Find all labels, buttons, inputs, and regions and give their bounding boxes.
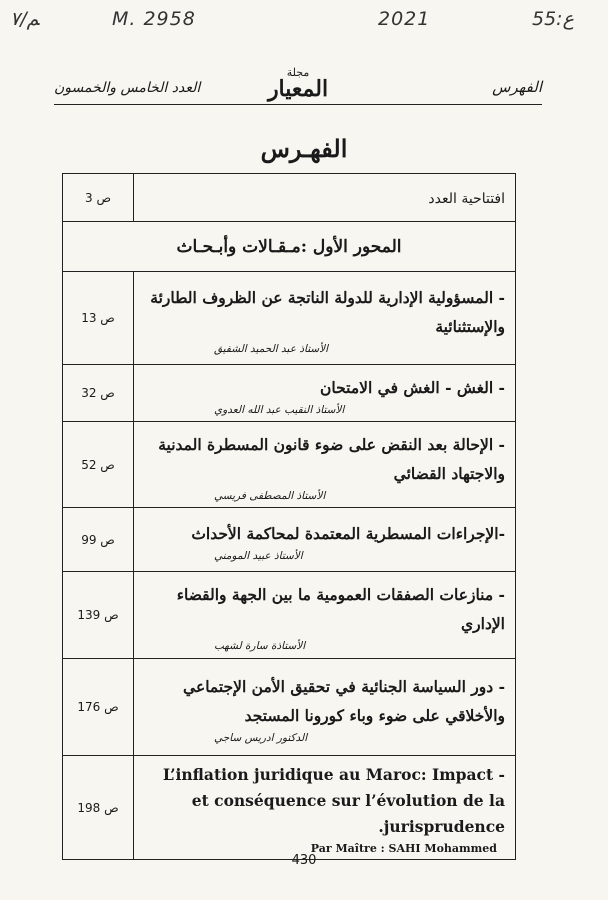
toc-entry: [134, 572, 516, 659]
toc-section-row: [63, 222, 516, 272]
toc-page: ص 139: [63, 572, 134, 659]
running-header: [54, 60, 542, 105]
toc-opening-label: افتتاحية العدد: [134, 174, 516, 222]
article-author: الأستاذ المصطفى فريسي: [214, 489, 326, 502]
article-author: الأستاذ عبد الحميد الشفيق: [214, 343, 329, 355]
table-row: [63, 659, 516, 756]
article-title: - L’inflation juridique au Maroc: Impact et conséquence sur l’évolution de la jurisprudence.: [162, 765, 505, 836]
article-author: الأستاذة سارة لشهب: [214, 640, 306, 652]
table-row: [63, 572, 516, 659]
toc-entry: [134, 659, 516, 756]
toc-page: ص 176: [63, 659, 134, 756]
table-row: [63, 508, 516, 572]
toc-page: ص 32: [63, 365, 134, 422]
toc-entry: [134, 422, 516, 508]
logo-title: المعيار: [267, 76, 329, 102]
logo-small-text: مجلة: [286, 66, 310, 79]
table-of-contents: [62, 173, 516, 860]
table-row: [63, 422, 516, 508]
article-title: - الإحالة بعد النقض على ضوء قانون المسطرة المدنية والاجتهاد القضائي: [158, 434, 505, 483]
toc-entry: [134, 756, 516, 860]
page-title: الفهـرس: [260, 134, 348, 163]
toc-page: ص 3: [63, 174, 134, 222]
article-title: - منازعات الصفقات العمومية ما بين الجهة والقضاء الإداري: [176, 585, 505, 633]
handwritten-mark-right: 55:ع: [532, 8, 574, 30]
toc-page: ص 52: [63, 422, 134, 508]
toc-page: ص 99: [63, 508, 134, 572]
toc-page: ص 198: [63, 756, 134, 860]
article-author: الأستاذ عبيد المومني: [214, 550, 303, 562]
toc-entry: [134, 272, 516, 365]
toc-entry: [134, 508, 516, 572]
table-row: [63, 272, 516, 365]
article-title: -الإجراءات المسطرية المعتمدة لمحاكمة الأحداث: [191, 524, 505, 543]
toc-page: ص 13: [63, 272, 134, 365]
journal-logo: [268, 67, 328, 100]
section-heading: المحور الأول :مـقـالات وأبـحـاث: [63, 222, 516, 272]
article-title: - المسؤولية الإدارية للدولة الناتجة عن الظروف الطارئة والإستثنائية: [150, 288, 505, 336]
article-author: الدكتور ادريس ساجي: [214, 732, 308, 744]
handwritten-reference: M. 2958: [112, 8, 196, 30]
handwritten-mark-left: ﻢ/٧: [10, 8, 40, 30]
table-row: [63, 756, 516, 860]
article-author: الأستاذ النقيب عبد الله العدوي: [214, 403, 345, 416]
article-title: - دور السياسة الجنائية في تحقيق الأمن الإجتماعي والأخلاقي على ضوء وباء كورونا المستجد: [183, 677, 505, 725]
header-section-name: الفهرس: [492, 78, 542, 96]
toc-entry: [134, 365, 516, 422]
article-author: Par Maître : SAHI Mohammed: [310, 842, 497, 855]
toc-row-opening: [63, 174, 516, 222]
header-issue: العدد الخامس والخمسون: [54, 80, 201, 96]
article-title: - الغش - الغش في الامتحان: [320, 377, 505, 397]
table-row: [63, 365, 516, 422]
page-number: 430: [291, 853, 317, 868]
handwritten-year: 2021: [378, 8, 431, 30]
